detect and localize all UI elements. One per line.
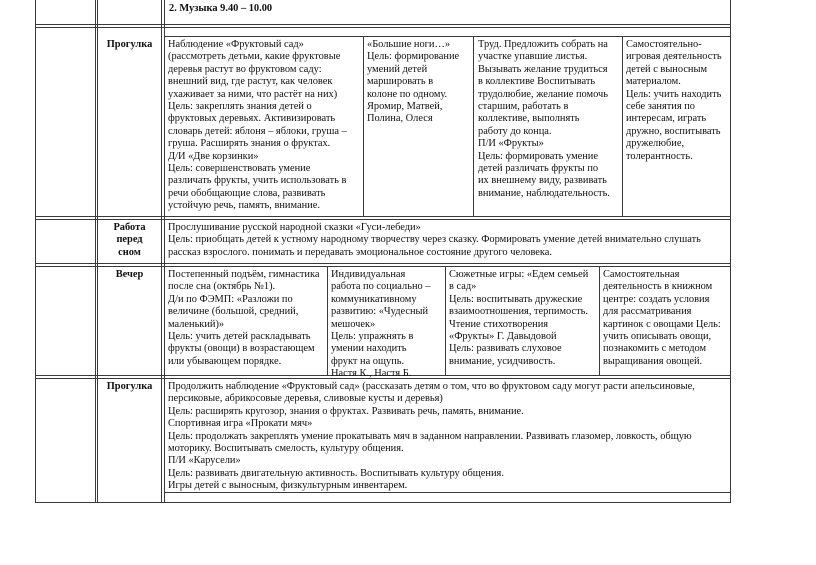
evening-role-play-cell: Сюжетные игры: «Едем семьей в сад» Цель: воспитывать дружеские взаимоотношения, терпимость. Чтение стихотворения «Фрукты» Г. Давыдовой Цель: развивать слуховое внимание, усидчивость.	[449, 269, 589, 367]
row-divider	[165, 36, 731, 37]
row-divider	[35, 24, 731, 25]
evening-individual-cell: Индивидуальная работа по социально – коммуникативному развитию: «Чудесный мешочек» Цель: упражнять в умении находить фрукт на ощупь. Настя К., Настя Б.	[331, 269, 431, 380]
row-label-before-sleep: Работа перед сном	[113, 222, 146, 258]
music-header: 2. Музыка 9.40 – 10.00	[169, 3, 273, 14]
evening-book-center-cell: Самостоятельная деятельность в книжном центре: создать условия для рассматривания картинок с овощами Цель: учить описывать овощи, познакомить с методом выращивания овощей.	[603, 269, 721, 367]
column-divider	[95, 0, 96, 503]
row-divider	[35, 219, 731, 220]
column-divider	[363, 36, 364, 216]
row-divider	[35, 27, 731, 28]
row-label-evening: Вечер	[115, 269, 144, 280]
column-divider	[599, 266, 600, 376]
before-sleep-cell: Прослушивание русской народной сказки «Гуси-лебеди» Цель: приобщать детей к устному народному творчеству через сказку. Формировать умение детей внимательно слушать рассказ взрослого. понимать и передавать эмоциональное состояние другого человека.	[168, 222, 701, 258]
column-divider	[327, 266, 328, 376]
column-divider	[445, 266, 446, 376]
row-divider	[35, 266, 731, 267]
evening-walk-cell: Продолжить наблюдение «Фруктовый сад» (рассказать детям о том, что во фруктовом саду могут расти апельсиновые, персиковые, абрикосовые деревья, сливовые кусты и деревья) Цель: расширять кругозор, знания о фруктах. Развивать речь, память, внимание. Спортивная игра «Прокати мяч» Цель: продолжать закреплять умение прокатывать мяч в заданном направлении. Развивать глазомер, ловкость, общую моторику. Воспитывать смелость, культуру общения. П/И «Карусели» Цель: развивать двигательную активность. Воспитывать культуру общения. Игры детей с выносным, физкультурным инвентарем.	[168, 381, 695, 492]
row-divider	[35, 216, 731, 217]
row-divider	[35, 263, 731, 264]
column-divider	[164, 0, 165, 503]
evening-gymnastics-cell: Постепенный подъём, гимнастика после сна (октябрь №1). Д/и по ФЭМП: «Разложи по величине (большой, средний, маленький)» Цель: учить детей раскладывать фрукты (овощи) в возрастающем или убывающем порядке.	[168, 269, 320, 367]
column-divider	[473, 36, 474, 216]
column-divider	[161, 0, 162, 503]
table-border-left	[35, 0, 36, 503]
column-divider	[622, 36, 623, 216]
row-label-walk-evening: Прогулка	[106, 381, 153, 392]
independent-activity-cell: Самостоятельно- игровая деятельность детей с выносным материалом. Цель: учить находить себе занятия по интересам, играть дружно, воспитывать дружелюбие, толерантность.	[626, 39, 722, 162]
row-label-walk: Прогулка	[106, 39, 153, 50]
row-divider	[35, 502, 731, 503]
outdoor-game-cell: «Большие ноги…» Цель: формирование умений детей маршировать в колоне по одному. Яромир, Матвей, Полина, Олеся	[367, 39, 460, 125]
labor-cell: Труд. Предложить собрать на участке упавшие листья. Вызывать желание трудиться в коллективе Воспитывать трудолюбие, желание помочь старшим, работать в коллективе, выполнять работу до конца. П/И «Фрукты» Цель: формировать умение детей различать фрукты по их внешнему виду, развивать внимание, наблюдательность.	[478, 39, 610, 199]
observation-cell: Наблюдение «Фруктовый сад» (рассмотреть детьми, какие фруктовые деревья растут во фруктовом саду: внешний вид, где растут, как человек ухаживает за ними, что растёт на них) Цель: закреплять знания детей о фруктовых деревьях. Активизировать словарь детей: яблоня – яблоки, груша – груша. Расширять знания о фруктах. Д/И «Две корзинки» Цель: совершенствовать умение различать фрукты, учить использовать в речи обобщающие слова, развивать устойчую речь, память, внимание.	[168, 39, 347, 212]
table-border-right	[730, 0, 731, 503]
